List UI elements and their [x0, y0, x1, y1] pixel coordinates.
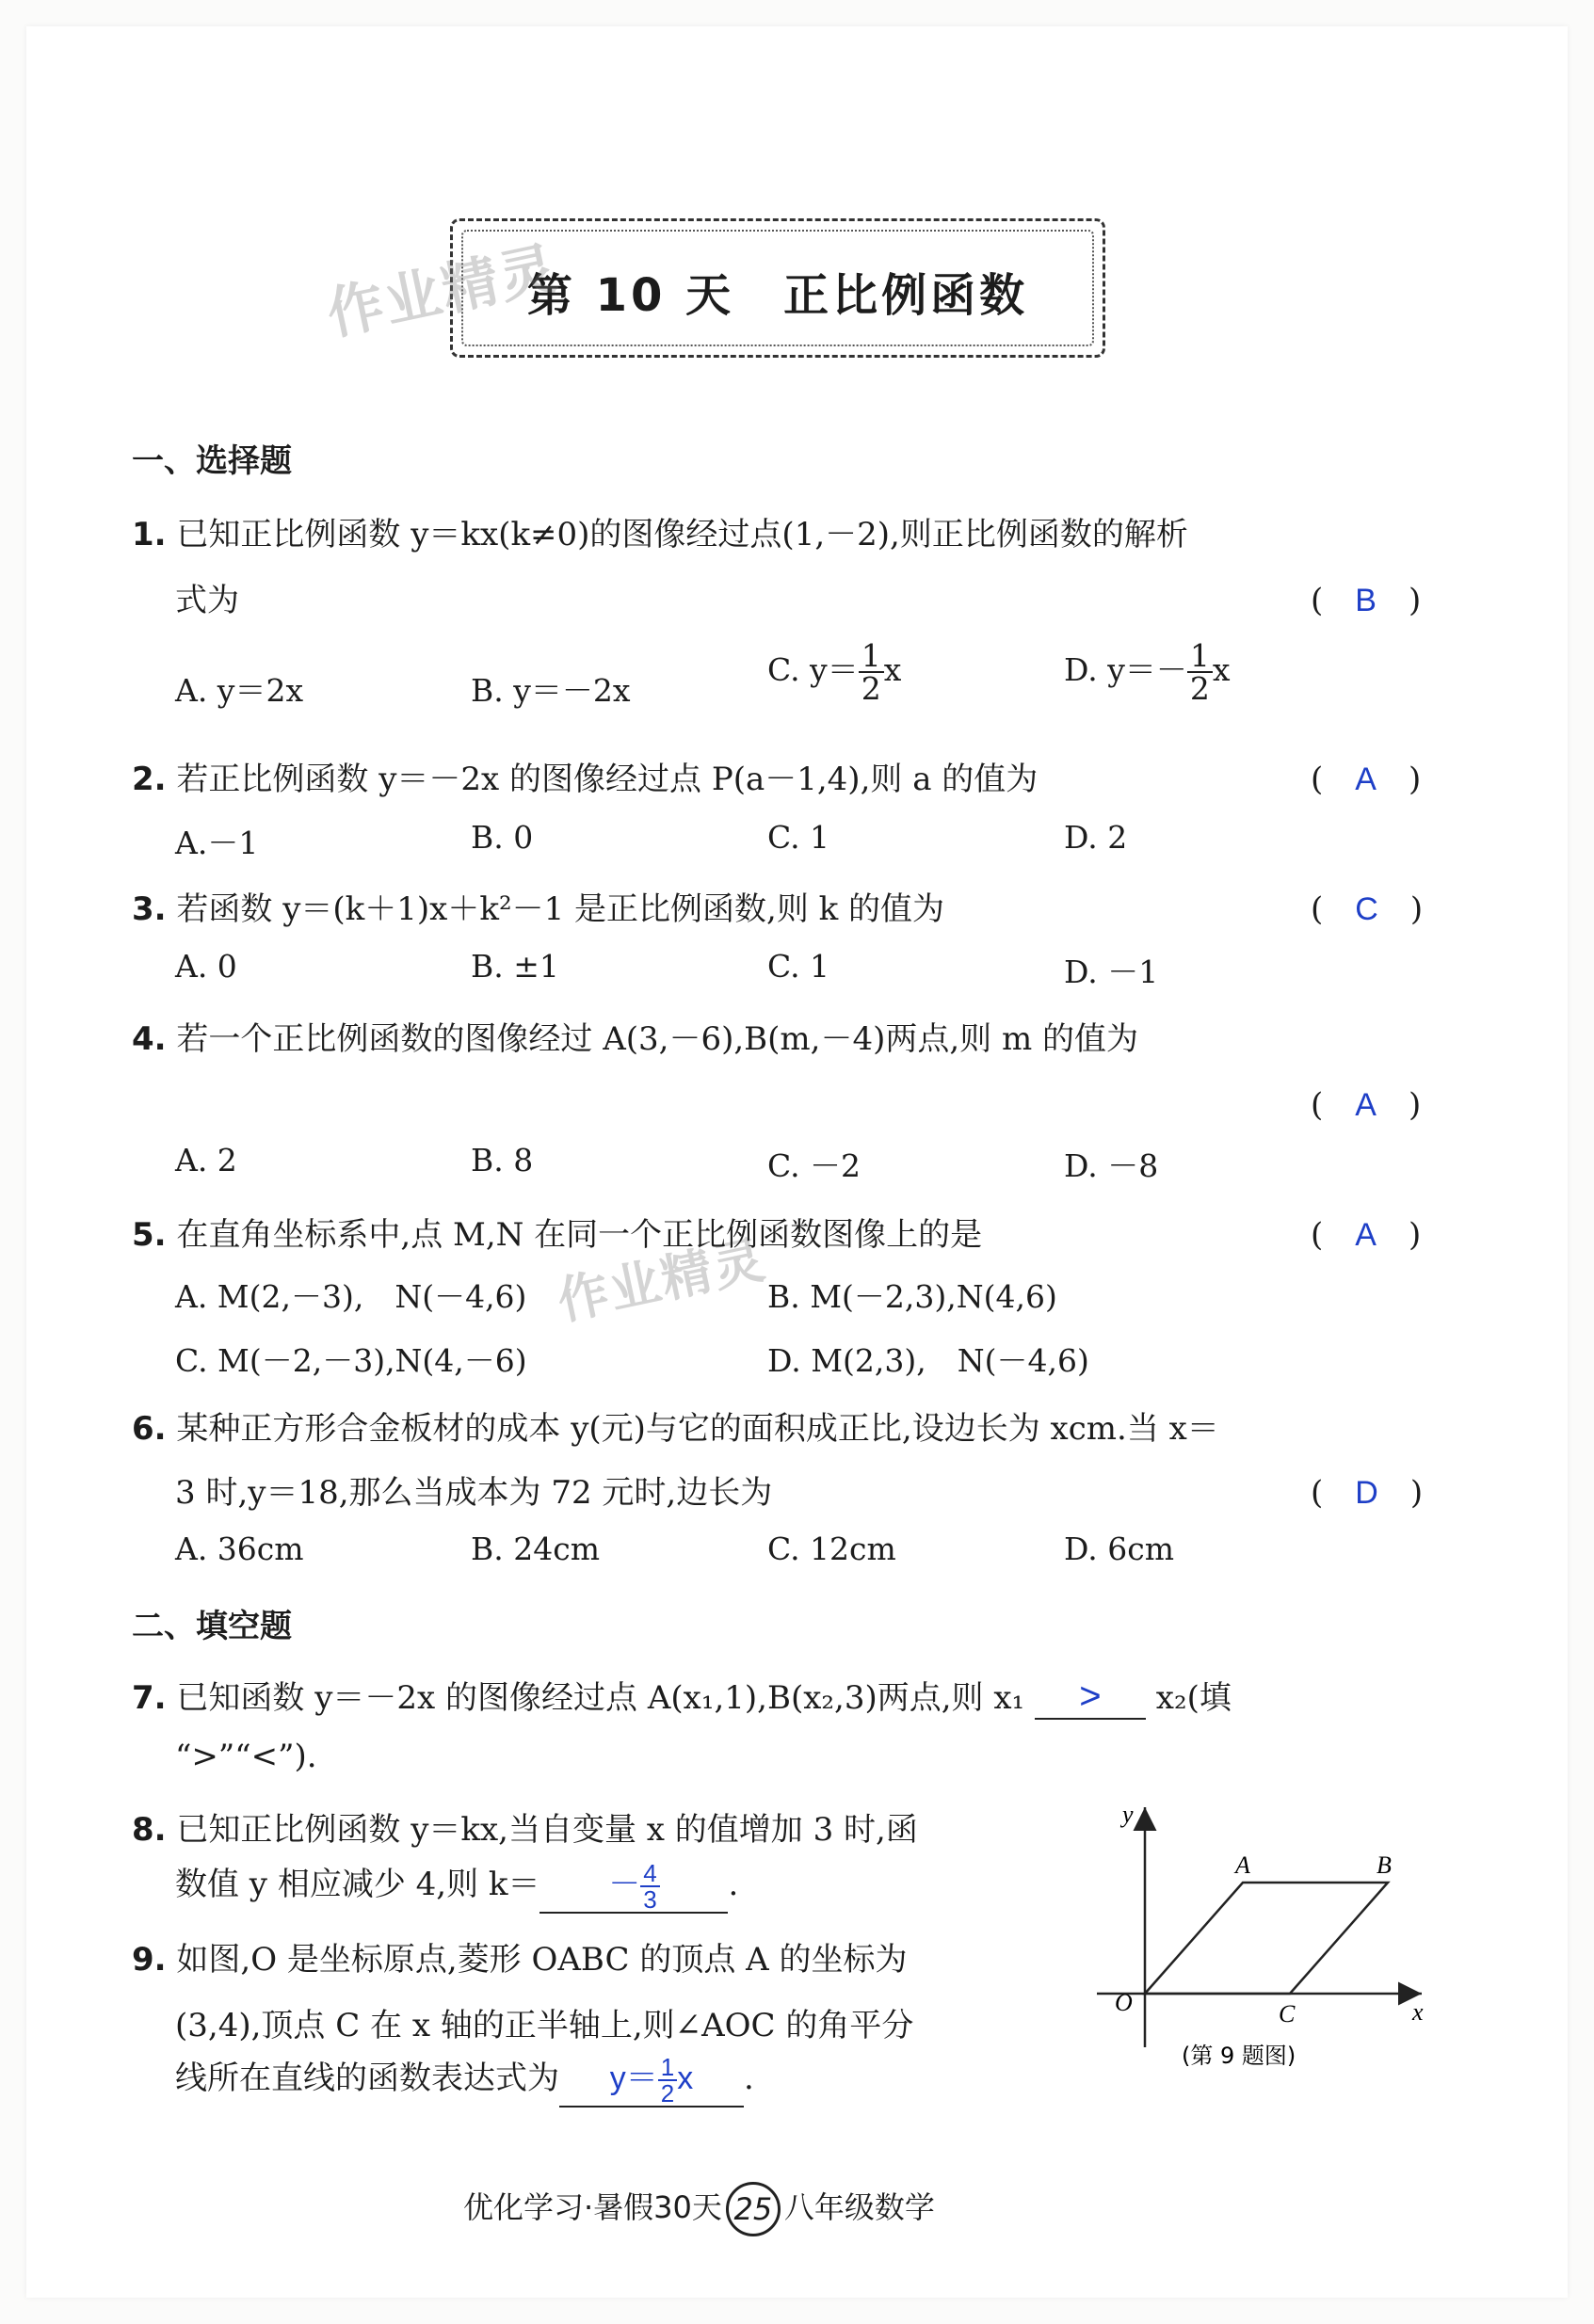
q6-option-b: B. 24cm: [471, 1531, 600, 1567]
option-text: x: [883, 651, 902, 688]
question-3: [132, 883, 944, 929]
answer-3: C: [1355, 891, 1378, 927]
answer-bracket-6: ( D ): [1311, 1474, 1424, 1512]
rhombus-oabc: [1145, 1883, 1388, 1994]
question-6: [132, 1402, 1219, 1449]
q5-option-a: A. M(2,－3), N(－4,6): [175, 1278, 527, 1315]
denominator: 2: [1189, 670, 1210, 707]
page-footer: [463, 2182, 935, 2236]
section-fill-title: 二、填空题: [132, 1608, 292, 1645]
answer-4: A: [1355, 1087, 1377, 1123]
question-text: 已知函数 y＝－2x 的图像经过点 A(x₁,1),B(x₂,3)两点,则 x₁: [176, 1679, 1025, 1717]
answer-bracket-4: ( A ): [1311, 1086, 1422, 1124]
question-7: [132, 1672, 1232, 1720]
figure-caption: (第 9 题图): [1182, 2043, 1296, 2069]
watermark-top: 作业精灵: [321, 234, 564, 348]
answer-blank-7[interactable]: [1035, 1675, 1146, 1720]
footer-subject: 八年级数学: [783, 2189, 935, 2225]
question-9-line2: (3,4),顶点 C 在 x 轴的正半轴上,则∠AOC 的角平分: [175, 2007, 914, 2044]
q2-option-a: A.－1: [175, 825, 259, 861]
question-5: [132, 1209, 982, 1255]
question-number: 7.: [132, 1679, 167, 1717]
question-7-line2: “>”“<”).: [175, 1738, 317, 1775]
watermark-middle: 作业精灵: [552, 1229, 771, 1332]
question-number: 6.: [132, 1410, 167, 1448]
question-text: x₂(填: [1155, 1679, 1232, 1717]
numerator: 4: [640, 1861, 659, 1887]
q4-option-a: A. 2: [175, 1142, 237, 1178]
q6-option-d: D. 6cm: [1064, 1531, 1175, 1567]
question-8: [132, 1803, 918, 1850]
question-number: 1.: [132, 516, 167, 553]
point-label-a: A: [1235, 1851, 1250, 1879]
denominator: 2: [861, 670, 881, 707]
question-number: 8.: [132, 1811, 167, 1849]
question-text: .: [728, 1866, 739, 1903]
question-text: 数值 y 相应减少 4,则 k＝: [175, 1866, 540, 1903]
q3-option-d: D. －1: [1064, 954, 1159, 990]
q1-option-c: [767, 637, 902, 707]
q1-option-b: B. y＝－2x: [471, 672, 631, 709]
rhombus-figure: [1083, 1788, 1441, 2080]
q5-option-b: B. M(－2,3),N(4,6): [767, 1278, 1057, 1315]
point-label-b: B: [1377, 1851, 1392, 1879]
q2-option-d: D. 2: [1064, 819, 1128, 856]
question-text: 若一个正比例函数的图像经过 A(3,－6),B(m,－4)两点,则 m 的值为: [176, 1020, 1139, 1058]
q4-option-b: B. 8: [471, 1142, 534, 1178]
answer-blank-8[interactable]: [539, 1858, 728, 1914]
question-text: .: [744, 2060, 754, 2097]
answer-text: y＝: [609, 2060, 658, 2096]
answer-5: A: [1355, 1217, 1377, 1253]
fraction: [658, 2055, 677, 2106]
q1-option-d: [1064, 637, 1231, 707]
question-2: [132, 753, 1038, 799]
q3-option-c: C. 1: [767, 948, 830, 985]
section-choice-title: 一、选择题: [132, 442, 292, 480]
question-1-line2: 式为: [175, 582, 239, 619]
question-9-line3: [175, 2052, 754, 2108]
q4-option-d: D. －8: [1064, 1147, 1159, 1184]
answer-2: A: [1355, 761, 1377, 797]
q2-option-b: B. 0: [471, 819, 534, 856]
q3-option-a: A. 0: [175, 948, 237, 985]
question-8-line2: [175, 1858, 738, 1914]
question-text: 若函数 y＝(k＋1)x＋k²－1 是正比例函数,则 k 的值为: [176, 890, 945, 928]
option-text: x: [1212, 651, 1231, 688]
question-text: 某种正方形合金板材的成本 y(元)与它的面积成正比,设边长为 xcm.当 x＝: [176, 1410, 1219, 1448]
numerator: 1: [1187, 640, 1213, 673]
question-text: 若正比例函数 y＝－2x 的图像经过点 P(a－1,4),则 a 的值为: [176, 761, 1039, 798]
answer-6: D: [1355, 1475, 1378, 1511]
answer-bracket-1: ( B ): [1311, 582, 1422, 619]
answer-7: >: [1079, 1675, 1102, 1717]
question-text: 如图,O 是坐标原点,菱形 OABC 的顶点 A 的坐标为: [176, 1941, 908, 1979]
question-1: [132, 508, 1188, 554]
question-4: [132, 1013, 1138, 1059]
answer-1: B: [1355, 583, 1377, 618]
denominator: 3: [643, 1885, 657, 1915]
q6-option-c: C. 12cm: [767, 1531, 896, 1567]
question-9: [132, 1933, 908, 1979]
answer-bracket-2: ( A ): [1311, 761, 1422, 798]
q4-option-c: C. －2: [767, 1147, 861, 1184]
option-text: D. y＝－: [1064, 651, 1187, 688]
answer-text: x: [677, 2060, 694, 2096]
point-label-o: O: [1115, 1989, 1133, 2016]
question-number: 2.: [132, 761, 167, 798]
question-6-line2: 3 时,y＝18,那么当成本为 72 元时,边长为: [175, 1474, 773, 1512]
answer-bracket-3: ( C ): [1311, 890, 1424, 928]
answer-9: [609, 2053, 694, 2108]
axis-label-x: x: [1412, 1998, 1424, 2026]
fraction: [859, 637, 884, 707]
q1-option-a: A. y＝2x: [175, 672, 304, 709]
answer-sign: －: [608, 1867, 641, 1902]
fraction: [1187, 637, 1213, 707]
question-text: 线所在直线的函数表达式为: [175, 2060, 559, 2097]
question-number: 4.: [132, 1020, 167, 1058]
question-number: 5.: [132, 1216, 167, 1254]
question-number: 9.: [132, 1941, 167, 1979]
question-text: 已知正比例函数 y＝kx,当自变量 x 的值增加 3 时,函: [176, 1811, 918, 1849]
q3-option-b: B. ±1: [471, 948, 559, 985]
q5-option-c: C. M(－2,－3),N(4,－6): [175, 1342, 527, 1379]
denominator: 2: [660, 2079, 675, 2108]
numerator: 1: [859, 640, 884, 673]
q5-option-d: D. M(2,3), N(－4,6): [767, 1342, 1089, 1379]
question-number: 3.: [132, 890, 167, 928]
axis-label-y: y: [1122, 1801, 1134, 1828]
answer-bracket-5: ( A ): [1311, 1216, 1422, 1254]
page-number: 25: [726, 2182, 781, 2236]
numerator: 1: [658, 2055, 677, 2081]
fraction: [640, 1859, 659, 1915]
q2-option-c: C. 1: [767, 819, 830, 856]
page-title: 第 10 天 正比例函数: [526, 269, 1029, 322]
footer-book-title: 优化学习·暑假30天: [463, 2189, 722, 2225]
point-label-c: C: [1279, 2000, 1296, 2027]
answer-blank-9[interactable]: [559, 2052, 744, 2108]
option-text: C. y＝: [767, 651, 859, 688]
question-text: 已知正比例函数 y＝kx(k≠0)的图像经过点(1,－2),则正比例函数的解析: [176, 516, 1188, 553]
question-text: 在直角坐标系中,点 M,N 在同一个正比例函数图像上的是: [176, 1216, 983, 1254]
q6-option-a: A. 36cm: [175, 1531, 304, 1567]
answer-8: [608, 1859, 659, 1915]
